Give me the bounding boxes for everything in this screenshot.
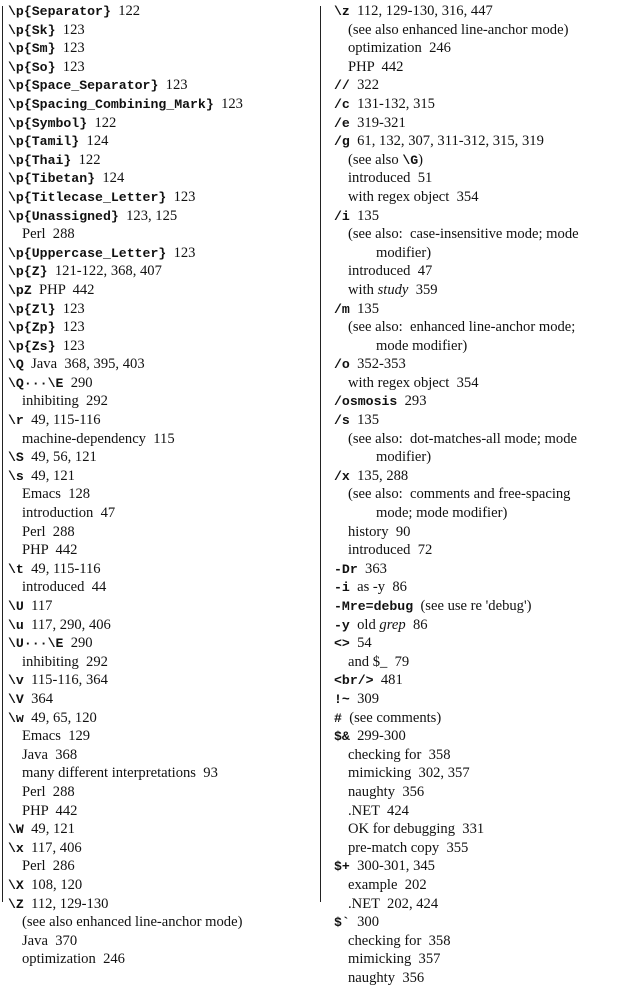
index-text: Perl 288: [22, 783, 75, 800]
index-text: inhibiting 292: [22, 653, 108, 670]
index-term: \p{So}: [8, 59, 56, 75]
index-text: Java 370: [22, 932, 78, 949]
index-term: \p{Zl}: [8, 301, 56, 317]
index-entry: [8, 21, 314, 40]
index-text: history 90: [348, 523, 411, 540]
index-text: as -y 86: [349, 579, 407, 596]
index-text: 122: [71, 151, 101, 168]
index-term: $&: [334, 729, 350, 745]
index-entry: [8, 932, 314, 951]
index-entry: [8, 355, 314, 374]
index-term: \t: [8, 561, 24, 577]
index-text: 481: [373, 672, 403, 689]
index-text: 131-132, 315: [349, 95, 435, 112]
index-text: Java 368, 395, 403: [23, 356, 145, 373]
index-text: 49, 56, 121: [23, 449, 97, 466]
index-text: 123: [55, 337, 85, 354]
index-entry: [334, 616, 620, 635]
index-term: \u: [8, 617, 24, 633]
index-term: \p{Thai}: [8, 152, 72, 168]
index-term: \p{Sm}: [8, 41, 56, 57]
index-term: \p{Sk}: [8, 22, 56, 38]
left-margin-rule: [2, 6, 3, 902]
index-entry: [8, 783, 314, 802]
index-text: 49, 115-116: [23, 412, 101, 429]
index-entry: [334, 337, 620, 356]
index-text: Perl 288: [22, 523, 75, 540]
index-text: with: [348, 281, 378, 298]
index-entry: [334, 114, 620, 133]
index-term: -Mre=debug: [334, 599, 414, 614]
index-text: inhibiting 292: [22, 393, 108, 410]
index-entry: [8, 541, 314, 560]
index-text: Perl 288: [22, 226, 75, 243]
index-entry: [8, 709, 314, 728]
index-text: many different interpretations 93: [22, 765, 218, 782]
index-entry: [8, 207, 314, 226]
index-text: 293: [397, 393, 427, 410]
index-entry: [334, 541, 620, 560]
index-entry: [334, 560, 620, 579]
index-text: 290: [63, 374, 93, 391]
index-text: mode; mode modifier): [376, 505, 508, 522]
index-term: \Q···\E: [8, 375, 64, 391]
index-term: -i: [334, 580, 350, 596]
index-entry: [334, 39, 620, 58]
index-text: modifier): [376, 449, 432, 466]
index-term: //: [334, 78, 350, 94]
index-text: (see use re 'debug'): [413, 598, 532, 614]
index-entry: [8, 188, 314, 207]
index-entry: [334, 690, 620, 709]
index-text: 117: [23, 598, 53, 614]
index-text: .NET 202, 424: [348, 895, 439, 912]
index-entry: [8, 820, 314, 839]
index-text: old: [349, 616, 380, 633]
index-entry: [8, 448, 314, 467]
index-entry: [8, 764, 314, 783]
index-entry: [8, 132, 314, 151]
index-text: (see comments): [341, 709, 442, 726]
index-term: /osmosis: [334, 394, 398, 410]
index-entry: [334, 783, 620, 802]
index-entry: [334, 244, 620, 263]
index-text: 54: [349, 635, 372, 652]
index-entry: [334, 839, 620, 858]
index-term: \U···\E: [8, 636, 64, 652]
index-text: 123: [166, 244, 196, 261]
index-entry: [8, 39, 314, 58]
index-entry: [334, 523, 620, 542]
index-term: \w: [8, 710, 24, 726]
index-term: \p{Titlecase_Letter}: [8, 189, 167, 205]
index-entry: [8, 2, 314, 21]
index-term: \s: [8, 468, 24, 484]
index-entry: [8, 802, 314, 821]
index-entry: [334, 597, 620, 616]
index-term: \p{Z}: [8, 264, 48, 280]
index-entry: [8, 560, 314, 579]
index-text: example 202: [348, 876, 427, 893]
index-term: \p{Uppercase_Letter}: [8, 245, 167, 261]
index-text: Java 368: [22, 746, 78, 763]
index-entry: [334, 578, 620, 597]
index-text: naughty 356: [348, 969, 425, 986]
index-term: \v: [8, 673, 24, 689]
index-text: 299-300: [349, 728, 406, 745]
index-text: (see also: case-insensitive mode; mode: [348, 226, 579, 243]
index-term: \z: [334, 4, 350, 19]
index-text: 135, 288: [349, 467, 409, 484]
index-text: introduced 44: [22, 579, 107, 596]
index-entry: [8, 653, 314, 672]
index-text: 123: [158, 77, 188, 94]
index-text: 117, 290, 406: [23, 616, 111, 633]
index-entry: [8, 392, 314, 411]
index-text: PHP 442: [22, 542, 78, 559]
index-entry: [334, 169, 620, 188]
index-text: 124: [79, 133, 109, 150]
index-entry: [8, 727, 314, 746]
index-text: introduced 72: [348, 542, 433, 559]
index-entry: [334, 392, 620, 411]
index-text: 364: [23, 690, 54, 707]
index-term: /i: [334, 208, 350, 224]
index-text: 122: [87, 114, 117, 131]
index-text: (see also enhanced line-anchor mode): [348, 21, 569, 38]
index-text: (see also: comments and free-spacing: [348, 486, 571, 503]
index-entry: [334, 318, 620, 337]
index-entry: [8, 578, 314, 597]
index-text: introduced 47: [348, 263, 433, 280]
index-text: machine-dependency 115: [22, 430, 175, 447]
index-text: 319-321: [349, 114, 406, 131]
index-entry: [334, 411, 620, 430]
index-entry: [8, 58, 314, 77]
index-text: 49, 121: [23, 467, 75, 484]
index-entry: [334, 634, 620, 653]
index-term: $`: [334, 915, 350, 931]
index-text: 300-301, 345: [349, 858, 435, 875]
index-text: Emacs 128: [22, 486, 91, 503]
index-text: 123: [55, 21, 85, 38]
index-entry: [8, 839, 314, 858]
index-text: Perl 286: [22, 858, 75, 875]
index-term: /s: [334, 413, 350, 429]
index-entry: [334, 188, 620, 207]
index-entry: [8, 671, 314, 690]
index-term: <>: [334, 636, 350, 652]
index-text: (see also: enhanced line-anchor mode;: [348, 319, 576, 336]
index-text: with regex object 354: [348, 374, 479, 391]
index-term: /m: [334, 301, 350, 317]
index-term: \W: [8, 822, 24, 838]
index-text: 290: [63, 635, 93, 652]
index-term: \p{Zs}: [8, 338, 56, 354]
index-entry: [334, 504, 620, 523]
index-text: 300: [349, 914, 380, 931]
index-term: \U: [8, 599, 24, 614]
index-entry: [8, 857, 314, 876]
index-text: 49, 65, 120: [23, 709, 97, 726]
index-entry: [8, 262, 314, 281]
index-entry: [334, 207, 620, 226]
index-text: introduction 47: [22, 505, 116, 522]
index-term: -y: [334, 617, 350, 633]
index-entry: [334, 709, 620, 728]
index-text: with regex object 354: [348, 188, 479, 205]
index-text: 115-116, 364: [23, 672, 108, 689]
index-text: modifier): [376, 244, 432, 261]
index-term: /e: [334, 115, 350, 131]
index-entry: [334, 430, 620, 449]
index-term: \p{Spacing_Combining_Mark}: [8, 96, 214, 112]
index-text: .NET 424: [348, 802, 409, 819]
index-entry: [334, 467, 620, 486]
index-text: introduced 51: [348, 170, 433, 187]
index-entry: [334, 876, 620, 895]
index-text: 112, 129-130: [23, 895, 109, 912]
index-text: 108, 120: [23, 876, 83, 893]
index-entry: [8, 690, 314, 709]
index-term: \p{Unassigned}: [8, 208, 119, 224]
index-text: 61, 132, 307, 311-312, 315, 319: [349, 133, 544, 150]
index-entry: [334, 913, 620, 932]
index-entry: [8, 634, 314, 653]
index-text: and $_ 79: [348, 653, 410, 670]
index-term: \p{Tibetan}: [8, 171, 96, 187]
index-term: \Z: [8, 896, 24, 912]
index-entry: [334, 448, 620, 467]
index-entry: [334, 895, 620, 914]
index-text: 122: [110, 3, 141, 19]
index-entry: [8, 616, 314, 635]
index-text: 121-122, 368, 407: [47, 263, 162, 280]
index-text: 363: [357, 560, 387, 577]
index-term: -Dr: [334, 561, 358, 577]
index-text: 135: [349, 300, 380, 317]
index-text: (see also: dot-matches-all mode; mode: [348, 430, 577, 447]
index-text: naughty 356: [348, 783, 425, 800]
index-entry: [334, 281, 620, 300]
index-text: OK for debugging 331: [348, 821, 485, 838]
index-term: /g: [334, 134, 350, 150]
index-entry: [334, 262, 620, 281]
index-entry: [8, 281, 314, 300]
index-text: optimization 246: [22, 951, 125, 968]
index-term: /o: [334, 357, 350, 373]
index-entry: [8, 430, 314, 449]
index-entry: [8, 411, 314, 430]
index-entry: [334, 2, 620, 21]
index-entry: [334, 653, 620, 672]
index-text-after: ): [418, 151, 424, 168]
index-term: \p{Symbol}: [8, 115, 88, 131]
index-entry: [8, 95, 314, 114]
index-entry: [8, 895, 314, 914]
index-text: Emacs 129: [22, 728, 91, 745]
index-term: /c: [334, 96, 350, 112]
index-text: mimicking 357: [348, 951, 441, 968]
index-text: 123: [55, 58, 85, 75]
index-entry: [8, 169, 314, 188]
index-text: 123: [166, 188, 196, 205]
index-term: \p{Space_Separator}: [8, 78, 159, 94]
index-entry: [334, 225, 620, 244]
index-text: 112, 129-130, 316, 447: [349, 3, 493, 19]
index-entry: [334, 374, 620, 393]
index-entry: [8, 337, 314, 356]
index-column-left: [8, 2, 314, 969]
index-entry: [334, 727, 620, 746]
index-text: 322: [349, 77, 380, 94]
index-text: 49, 115-116: [23, 560, 101, 577]
index-entry: [334, 76, 620, 95]
index-term: \p{Tamil}: [8, 134, 80, 150]
index-text: 123, 125: [118, 207, 178, 224]
index-text: (see also: [348, 151, 403, 168]
index-entry: [334, 151, 620, 170]
index-term: #: [334, 710, 342, 726]
index-text: PHP 442: [22, 802, 78, 819]
index-entry: [334, 764, 620, 783]
index-entry: [8, 876, 314, 895]
index-term: \S: [8, 450, 24, 466]
index-text: 49, 121: [23, 821, 75, 838]
index-entry: [334, 132, 620, 151]
index-term: $+: [334, 859, 350, 875]
index-entry: [8, 244, 314, 263]
index-text: (see also enhanced line-anchor mode): [22, 914, 243, 931]
index-entry: [8, 467, 314, 486]
index-entry: [8, 151, 314, 170]
index-entry: [334, 820, 620, 839]
index-text-after: 86: [405, 616, 428, 633]
index-entry: [334, 671, 620, 690]
index-text: 352-353: [349, 356, 406, 373]
index-text: 124: [95, 170, 125, 187]
index-text: PHP 442: [31, 281, 95, 298]
index-text: 135: [349, 207, 380, 224]
index-entry: [8, 913, 314, 932]
index-term: \p{Zp}: [8, 320, 56, 336]
index-entry: [8, 300, 314, 319]
index-term: \Q: [8, 357, 24, 373]
index-text: checking for 358: [348, 932, 451, 949]
index-italic-term: study: [377, 281, 409, 298]
index-term: \r: [8, 413, 24, 429]
index-text: mimicking 302, 357: [348, 765, 470, 782]
index-text: 117, 406: [23, 839, 82, 856]
index-entry: [8, 114, 314, 133]
index-term: \x: [8, 840, 24, 856]
index-term: <br/>: [334, 673, 374, 689]
index-entry: [334, 58, 620, 77]
index-term: \G: [402, 152, 419, 168]
index-entry: [8, 225, 314, 244]
index-term: \pZ: [8, 282, 32, 298]
index-text: mode modifier): [376, 337, 468, 354]
index-entry: [334, 300, 620, 319]
index-entry: [334, 355, 620, 374]
index-column-right: [334, 2, 620, 987]
index-italic-term: grep: [379, 616, 406, 633]
index-text: PHP 442: [348, 58, 404, 75]
index-entry: [334, 857, 620, 876]
index-entry: [8, 485, 314, 504]
index-entry: [8, 523, 314, 542]
index-text: 123: [55, 319, 85, 336]
index-entry: [8, 374, 314, 393]
index-text: 135: [349, 412, 380, 429]
index-entry: [334, 950, 620, 969]
index-term: !~: [334, 691, 350, 707]
index-text: checking for 358: [348, 746, 451, 763]
index-entry: [8, 597, 314, 616]
index-entry: [334, 802, 620, 821]
index-text-after: 359: [408, 281, 438, 298]
index-entry: [8, 746, 314, 765]
index-entry: [334, 932, 620, 951]
index-entry: [8, 318, 314, 337]
index-entry: [8, 504, 314, 523]
index-text: 309: [349, 690, 380, 707]
index-entry: [334, 21, 620, 40]
index-entry: [8, 76, 314, 95]
index-text: 123: [55, 40, 85, 57]
index-term: /x: [334, 468, 350, 484]
index-term: \p{Separator}: [8, 4, 111, 19]
index-entry: [334, 746, 620, 765]
index-text: optimization 246: [348, 40, 451, 57]
index-text: 123: [55, 300, 85, 317]
index-text: 123: [213, 95, 243, 112]
index-entry: [334, 485, 620, 504]
index-entry: [334, 95, 620, 114]
index-term: \V: [8, 691, 24, 707]
index-entry: [8, 950, 314, 969]
index-entry: [334, 969, 620, 987]
index-text: pre-match copy 355: [348, 839, 469, 856]
index-term: \X: [8, 877, 24, 893]
column-divider-rule: [320, 6, 321, 902]
